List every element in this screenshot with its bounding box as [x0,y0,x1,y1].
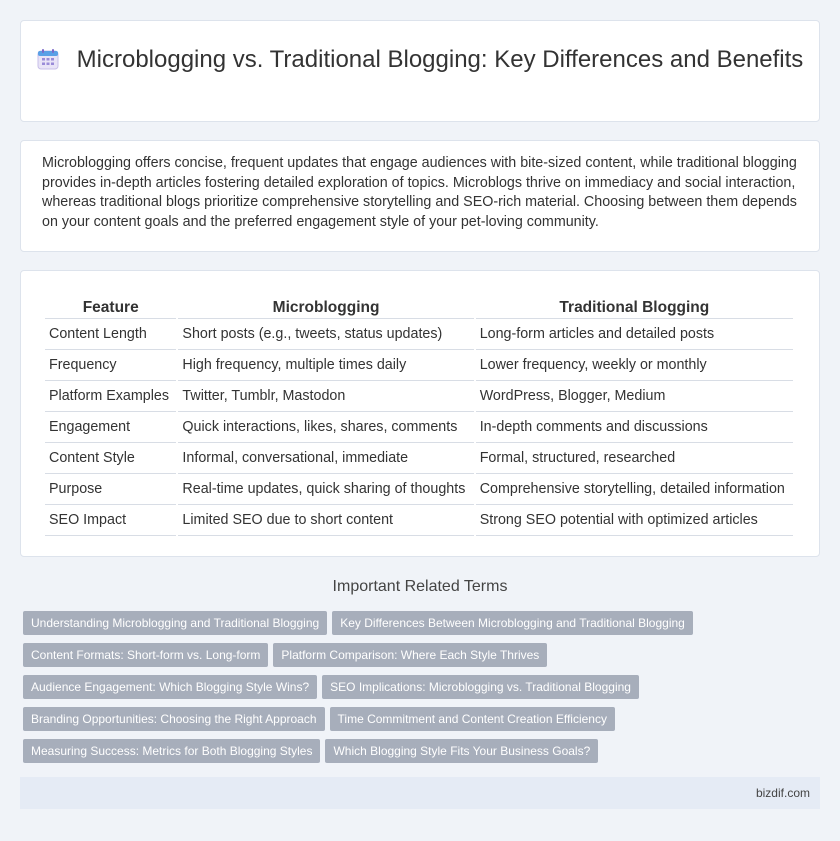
table-cell: Long-form articles and detailed posts [476,319,793,350]
table-cell: Purpose [45,474,176,505]
footer-bar [20,777,820,809]
header-traditional-blogging: Traditional Blogging [476,295,793,319]
table-cell: Lower frequency, weekly or monthly [476,350,793,381]
page-title-wrap [21,45,819,74]
table-row [45,381,793,412]
related-terms-heading: Important Related Terms [332,578,508,595]
related-term-link[interactable]: Measuring Success: Metrics for Both Blogging Styles [23,739,320,763]
table-cell: Real-time updates, quick sharing of thoughts [178,474,473,505]
table-cell: Formal, structured, researched [476,443,793,474]
table-row [45,412,793,443]
comparison-table-card [20,270,820,557]
table-cell: Limited SEO due to short content [178,505,473,536]
table-row [45,505,793,536]
table-row [45,474,793,505]
table-cell: Engagement [45,412,176,443]
table-cell: In-depth comments and discussions [476,412,793,443]
related-terms-list [23,611,823,771]
related-term-link[interactable]: SEO Implications: Microblogging vs. Traditional Blogging [322,675,639,699]
related-term-link[interactable]: Audience Engagement: Which Blogging Style Wins? [23,675,317,699]
table-cell: High frequency, multiple times daily [178,350,473,381]
table-cell: Frequency [45,350,176,381]
calendar-icon [37,48,59,70]
table-header-row [45,295,793,319]
table-cell: Informal, conversational, immediate [178,443,473,474]
table-cell: Short posts (e.g., tweets, status updates) [178,319,473,350]
term-row [23,739,823,771]
related-term-link[interactable]: Branding Opportunities: Choosing the Right Approach [23,707,325,731]
table-cell: Content Length [45,319,176,350]
table-cell: Comprehensive storytelling, detailed information [476,474,793,505]
intro-card [20,140,820,252]
term-row [23,643,823,675]
table-row [45,350,793,381]
table-cell: Content Style [45,443,176,474]
term-row [23,707,823,739]
intro-text: Microblogging offers concise, frequent updates that engage audiences with bite-sized content, while traditional blogging provides in-depth articles fostering detailed exploration of topics. Microblogs thrive on immediacy and social interaction, whereas traditional blogs prioritize comprehensive storytelling and SEO-rich material. Choosing between them depends on your content goals and the preferred engagement style of your pet-loving community. [42,155,797,230]
table-cell: Quick interactions, likes, shares, comments [178,412,473,443]
table-cell: SEO Impact [45,505,176,536]
related-term-link[interactable]: Key Differences Between Microblogging and Traditional Blogging [332,611,693,635]
term-row [23,675,823,707]
comparison-table [43,295,795,536]
related-term-link[interactable]: Which Blogging Style Fits Your Business Goals? [325,739,598,763]
table-row [45,443,793,474]
table-row [45,319,793,350]
related-term-link[interactable]: Time Commitment and Content Creation Efficiency [330,707,615,731]
page-title: Microblogging vs. Traditional Blogging: Key Differences and Benefits [76,46,804,73]
related-term-link[interactable]: Understanding Microblogging and Traditional Blogging [23,611,327,635]
table-cell: Platform Examples [45,381,176,412]
header-card [20,20,820,122]
table-cell: Strong SEO potential with optimized articles [476,505,793,536]
term-row [23,611,823,643]
footer-site-link[interactable]: bizdif.com [755,786,810,800]
header-feature: Feature [45,295,176,319]
related-term-link[interactable]: Content Formats: Short-form vs. Long-form [23,643,268,667]
related-term-link[interactable]: Platform Comparison: Where Each Style Thrives [273,643,547,667]
header-microblogging: Microblogging [178,295,473,319]
table-cell: WordPress, Blogger, Medium [476,381,793,412]
table-cell: Twitter, Tumblr, Mastodon [178,381,473,412]
